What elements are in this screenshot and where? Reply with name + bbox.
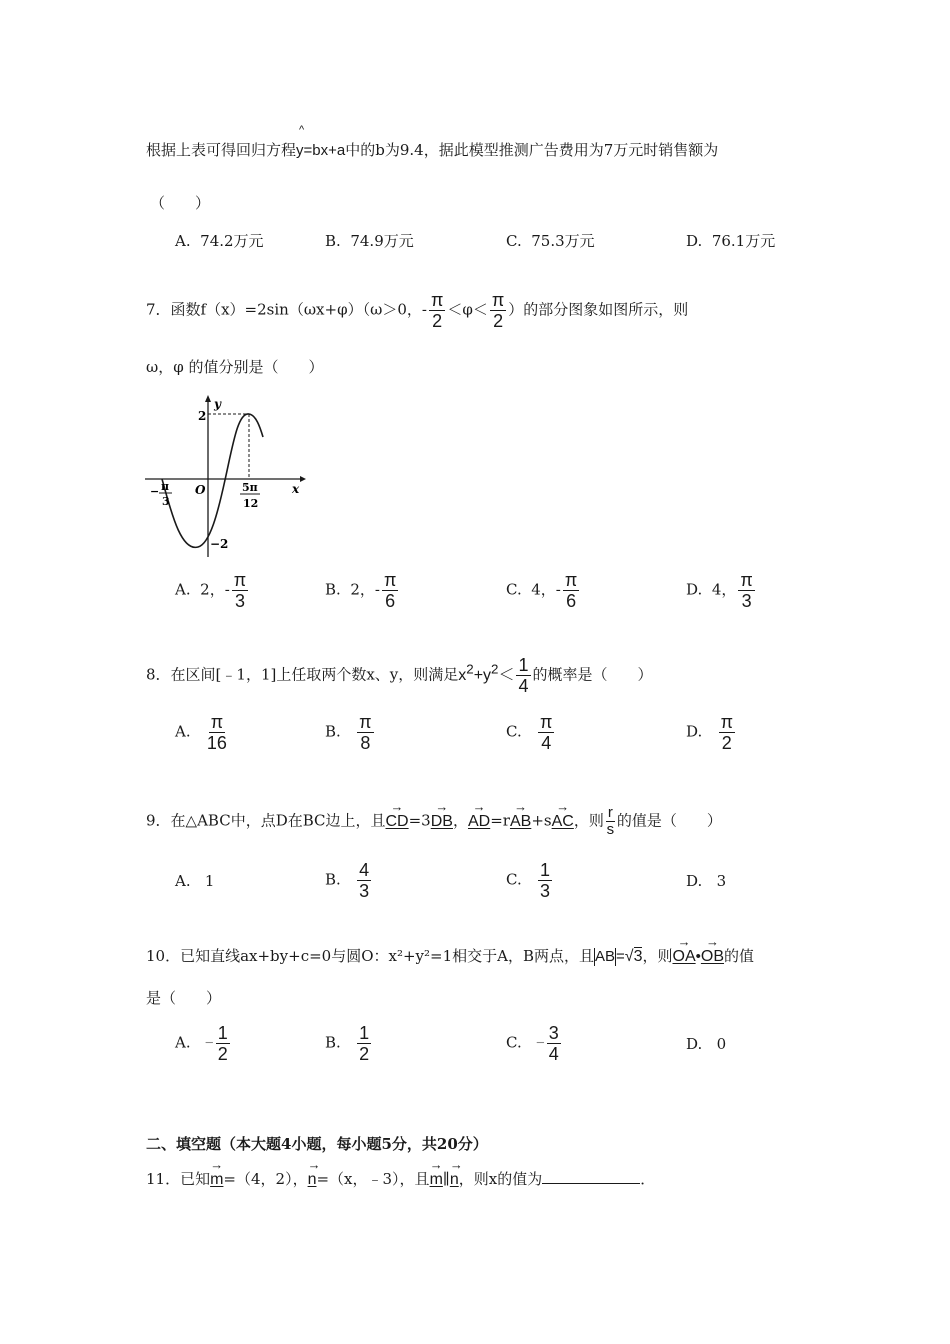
frac-num: π [720,712,733,732]
option-value: 1 [204,872,215,890]
option-sign: − [536,1034,545,1052]
q9-option-b[interactable] [325,860,373,901]
q8-option-b[interactable] [325,712,376,753]
option-label: B. [325,232,341,250]
frac-den: 8 [360,733,371,753]
q10-option-d[interactable] [686,1035,726,1053]
graph-y-label: y [214,397,221,411]
q9-text-b: 的值是（ ） [616,811,722,830]
q11-text-b: ，则x的值为 [458,1170,543,1188]
frac-num: 1 [540,860,551,880]
q6-equation-text: y=bx+a [296,142,346,159]
q9-option-c[interactable] [506,860,554,901]
q6-equation [296,124,346,159]
option-label: D. [686,1035,703,1053]
option-label: D. [686,722,703,741]
q11-text-a: 11．已知 [146,1170,211,1188]
frac-num: π [383,570,397,590]
q10-eq: = [616,948,625,965]
q8-x: x [458,666,467,684]
parallel-symbol: ∥ [442,1170,450,1188]
graph-left-den: 3 [162,495,170,508]
q6-text-a: 根据上表可得回归方程 [146,141,297,159]
q11-val1: =（4，2）， [223,1170,308,1188]
q9-option-d[interactable] [686,872,726,890]
option-label: A. [175,872,191,890]
option-frac [357,712,373,753]
option-label: C. [506,232,522,250]
q9-line1 [146,805,722,838]
graph-origin: O [195,483,206,497]
q8-option-a[interactable] [175,712,229,753]
frac-den: 4 [518,676,529,696]
frac-den: 6 [566,591,577,611]
frac-num: r [607,804,613,821]
vector-m-2: → m [430,1165,443,1189]
q7-frac1 [429,290,445,331]
sqrt-symbol: √ [624,948,634,965]
option-frac [357,1023,371,1064]
frac-num: π [359,712,372,732]
frac-num: 1 [359,1023,370,1043]
frac-num: 4 [359,860,370,880]
section2-title: 二、填空题（本大题4小题，每小题5分，共20分） [146,1135,488,1153]
q10-option-b[interactable] [325,1023,373,1064]
sqrt-value: 3 [633,948,643,965]
option-label: A. [175,580,191,599]
vector-db: → DB [431,807,453,831]
option-frac [538,860,552,901]
sqrt [625,947,643,965]
y-axis-arrow [205,395,211,402]
q7-graph [140,392,310,562]
frac-num: π [564,570,578,590]
option-sign: − [204,1034,214,1052]
frac-den: 3 [741,591,752,611]
vector-cd: → CD [386,807,409,831]
frac-den: 3 [540,881,551,901]
option-value: 4，- [531,580,561,599]
q10-text-b: 的值 [724,947,755,965]
frac-num: 1 [217,1023,228,1043]
frac-num: 3 [548,1023,559,1043]
q6-paren: （ ） [150,194,211,212]
frac-den: s [606,821,615,838]
q7-text-b: ）的部分图象如图所示，则 [508,300,689,319]
q8-line1 [146,655,653,696]
frac-den: 4 [548,1044,559,1064]
option-frac [538,712,554,753]
frac-den: 2 [721,733,732,753]
vector-oa: → OA [673,942,696,966]
q7-text-a: 7．函数f（x）=2sin（ωx+φ）（ω＞0，- [146,300,427,319]
q9-text-a: 9．在△ABC中，点D在BC边上，且 [146,811,386,830]
q6-line1 [146,124,719,160]
option-value: 4， [711,580,737,599]
frac-den: 2 [359,1044,370,1064]
graph-right-den: 12 [243,497,259,510]
option-label: C. [506,722,522,741]
option-label: A. [175,232,191,250]
q10-option-c[interactable] [506,1023,563,1064]
q8-sup1: 2 [466,661,474,677]
option-label: A. [175,1033,191,1052]
option-label: B. [325,722,341,741]
graph-left-sign: − [150,485,160,498]
q8-option-d[interactable] [686,712,737,753]
graph-bottom-tick: −2 [210,537,229,551]
vector-m: → m [210,1165,223,1189]
option-value: 75.3万元 [531,232,595,250]
q6-text-b: 中的b为9.4，据此模型推测广告费用为7万元时销售额为 [345,141,719,159]
option-label: C. [506,580,522,599]
frac-den: 16 [206,733,227,753]
q7-option-a[interactable] [175,570,250,611]
frac-num: 1 [518,655,529,675]
vector-ad: → AD [468,807,490,831]
graph-right-num: 5π [242,481,258,494]
q11-val2: =（x，﹣3），且 [316,1170,430,1188]
option-frac [232,570,248,611]
graph-left-num: π [161,480,170,493]
frac-den: 3 [359,881,370,901]
q6-option-d[interactable] [686,230,775,251]
option-frac [563,570,579,611]
vector-ac: → AC [552,807,574,831]
option-value: 2，- [350,580,380,599]
frac-den: 3 [234,591,245,611]
q9-pluss: +s [531,811,552,830]
q9-then: ，则 [573,811,604,830]
q11-line1 [146,1165,655,1189]
q7-frac2 [490,290,506,331]
option-label: B. [325,580,341,599]
option-frac [382,570,398,611]
option-frac [547,1023,561,1064]
option-value: 76.1万元 [711,232,776,250]
vector-n: → n [308,1165,317,1189]
x-axis-arrow [300,476,306,482]
q10-then: ，则 [642,947,673,965]
q7-option-b[interactable] [325,570,400,611]
q8-lt: ＜ [498,666,515,684]
q8-text-b: 的概率是（ ） [532,665,653,684]
option-label: B. [325,870,341,889]
frac-den: 6 [385,591,396,611]
option-label: A. [175,722,191,741]
q8-text-a: 8．在区间[﹣1，1]上任取两个数x、y，则满足 [146,665,459,684]
answer-blank[interactable] [542,1169,640,1184]
q10-line1 [146,942,754,966]
q9-comma: ， [452,811,468,830]
vector-n-2: → n [450,1165,459,1189]
q6-hat: ^ [299,124,305,136]
frac-num: π [430,290,444,310]
frac-den: 4 [541,733,552,753]
q9-frac [606,805,615,838]
q8-option-c[interactable] [506,712,556,753]
q10-line2: 是（ ） [146,989,222,1007]
option-label: D. [686,872,703,890]
q7-line1 [146,290,688,331]
option-frac [738,570,754,611]
frac-num: π [233,570,247,590]
q7-option-d[interactable] [686,570,757,611]
frac-num: π [491,290,505,310]
option-frac [719,712,735,753]
option-frac [357,860,371,901]
option-value: 2，- [200,580,230,599]
q9-eqr: =r [490,811,510,830]
q9-option-a[interactable] [175,872,214,890]
q7-option-c[interactable] [506,570,581,611]
vector-ab: → AB [510,807,531,831]
q7-line2: ω，φ 的值分别是（ ） [146,358,324,376]
dot-operator: • [695,948,701,965]
graph-top-tick: 2 [198,409,207,423]
frac-num: π [210,712,224,732]
option-value: 3 [716,872,727,890]
q8-frac [516,655,530,696]
option-label: C. [506,1033,522,1052]
frac-num: π [740,570,753,590]
graph-x-label: x [292,482,300,496]
q10-text-a: 10．已知直线ax+by+c=0与圆O：x²+y²=1相交于A，B两点，且 [146,947,595,965]
q6-option-c[interactable] [506,230,595,251]
option-label: C. [506,870,522,889]
q11-end: ． [640,1170,656,1188]
vector-ob: → OB [701,942,724,966]
frac-den: 2 [217,1044,228,1064]
option-label: D. [686,232,703,250]
q8-expr [458,661,515,684]
q9-eq3: =3 [408,811,431,830]
option-label: B. [325,1033,341,1052]
option-value: 0 [716,1035,727,1053]
q8-plus: +y [473,666,492,684]
q6-option-b[interactable] [325,230,414,251]
option-value: 74.9万元 [350,232,414,250]
q6-option-a[interactable] [175,230,264,251]
option-label: D. [686,580,703,599]
q10-option-a[interactable] [175,1023,232,1064]
option-frac [207,712,227,753]
option-value: 74.2万元 [200,232,264,250]
q7-mid: ＜φ＜ [447,300,488,319]
frac-num: π [540,712,553,732]
frac-den: 2 [432,311,443,331]
q10-ab: AB [595,948,616,965]
frac-den: 2 [493,311,504,331]
option-frac [216,1023,230,1064]
q8-sup2: 2 [491,661,499,677]
